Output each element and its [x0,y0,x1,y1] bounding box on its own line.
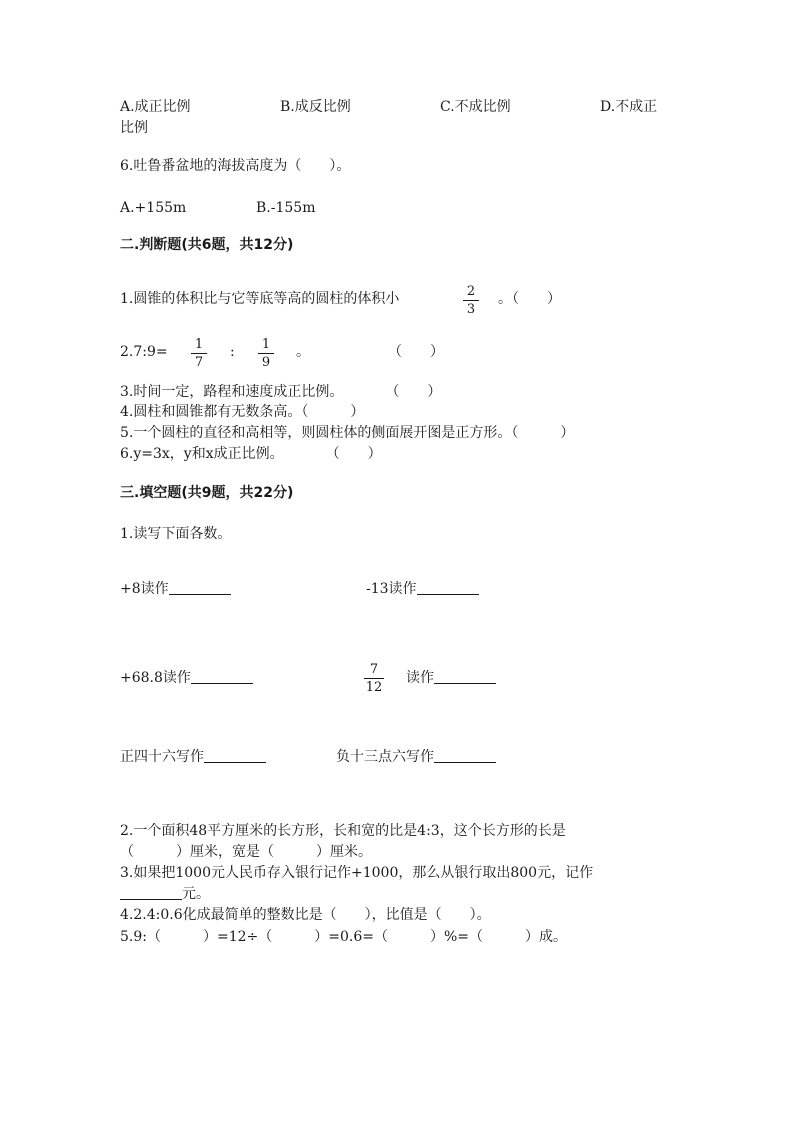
option-d: D.不成正 [600,99,658,115]
judge-q5: 5.一个圆柱的直径和高相等，则圆柱体的侧面展开图是正方形。（ ） [120,425,575,441]
fill-q2-line-1: 2.一个面积48平方厘米的长方形，长和宽的比是4:3，这个长方形的长是 [120,823,566,839]
fill-q3-line-1: 3.如果把1000元人民币存入银行记作+1000，那么从银行取出800元，记作 [120,865,594,881]
fraction-bar [463,300,479,301]
read-item-2-label: -13读作 [366,581,417,597]
fraction-numerator: 7 [369,662,379,677]
fill-q3-unit: 元。 [182,886,210,902]
section-2-title: 二.判断题(共6题，共12分) [120,237,294,253]
fraction-bar [258,353,274,354]
fraction-denominator: 7 [194,355,204,370]
answer-blank[interactable] [434,669,496,684]
option-a: A.成正比例 [120,99,191,115]
fill-q5: 5.9:（ ）=12÷（ ）=0.6=（ ）%=（ ）成。 [120,929,568,945]
fill-q2-line-2: （ ）厘米，宽是（ ）厘米。 [120,844,372,860]
fill-q3-line-2 [120,885,210,903]
option-b: B.成反比例 [280,99,351,115]
fraction-bar [191,353,207,354]
write-item-2 [336,748,496,766]
write-item-1 [120,748,266,766]
read-item-1-label: +8读作 [120,581,169,597]
answer-blank[interactable] [417,580,479,595]
read-item-4-fraction [364,662,384,695]
question-6: 6.吐鲁番盆地的海拔高度为（ ）。 [120,158,351,174]
fraction-numerator: 1 [261,337,271,352]
judge-q1-paren: 。（ ） [498,291,561,307]
fill-q4: 4.2.4:0.6化成最简单的整数比是（ ），比值是（ ）。 [120,907,491,923]
judge-q1: 1.圆锥的体积比与它等底等高的圆柱的体积小 [120,291,400,307]
answer-blank[interactable] [169,580,231,595]
judge-q2-colon: : [230,344,235,360]
judge-q3: 3.时间一定，路程和速度成正比例。 （ ） [120,384,442,400]
read-item-3-label: +68.8读作 [120,670,191,686]
option-c: C.不成比例 [440,99,511,115]
fill-q1: 1.读写下面各数。 [120,526,232,542]
write-item-2-label: 负十三点六写作 [336,749,434,765]
judge-q2-fraction-2 [258,337,274,370]
judge-q2-fraction-1 [191,337,207,370]
fraction-denominator: 3 [466,302,476,317]
option-d-continued: 比例 [120,120,148,136]
answer-blank[interactable] [204,748,266,763]
answer-blank[interactable] [434,748,496,763]
judge-q2-prefix: 2.7:9= [120,344,168,360]
read-item-4 [406,669,496,687]
judge-q6: 6.y=3x，y和x成正比例。 （ ） [120,446,382,462]
read-item-3 [120,669,253,687]
fraction-denominator: 12 [365,680,383,695]
fraction-numerator: 1 [194,337,204,352]
answer-blank[interactable] [120,885,182,900]
answer-blank[interactable] [191,669,253,684]
question-6-option-a: A.+155m [120,200,187,216]
question-6-option-b: B.-155m [256,200,316,216]
fraction-denominator: 9 [261,355,271,370]
read-item-2 [366,580,479,598]
judge-q1-fraction [463,284,479,317]
fraction-numerator: 2 [466,284,476,299]
judge-q2-paren: （ ） [388,344,444,360]
fraction-bar [364,678,384,679]
judge-q4: 4.圆柱和圆锥都有无数条高。（ ） [120,404,365,420]
section-3-title: 三.填空题(共9题，共22分) [120,485,294,501]
judge-q2-period: 。 [296,344,310,360]
read-item-4-label: 读作 [406,670,434,686]
read-item-1 [120,580,231,598]
write-item-1-label: 正四十六写作 [120,749,204,765]
